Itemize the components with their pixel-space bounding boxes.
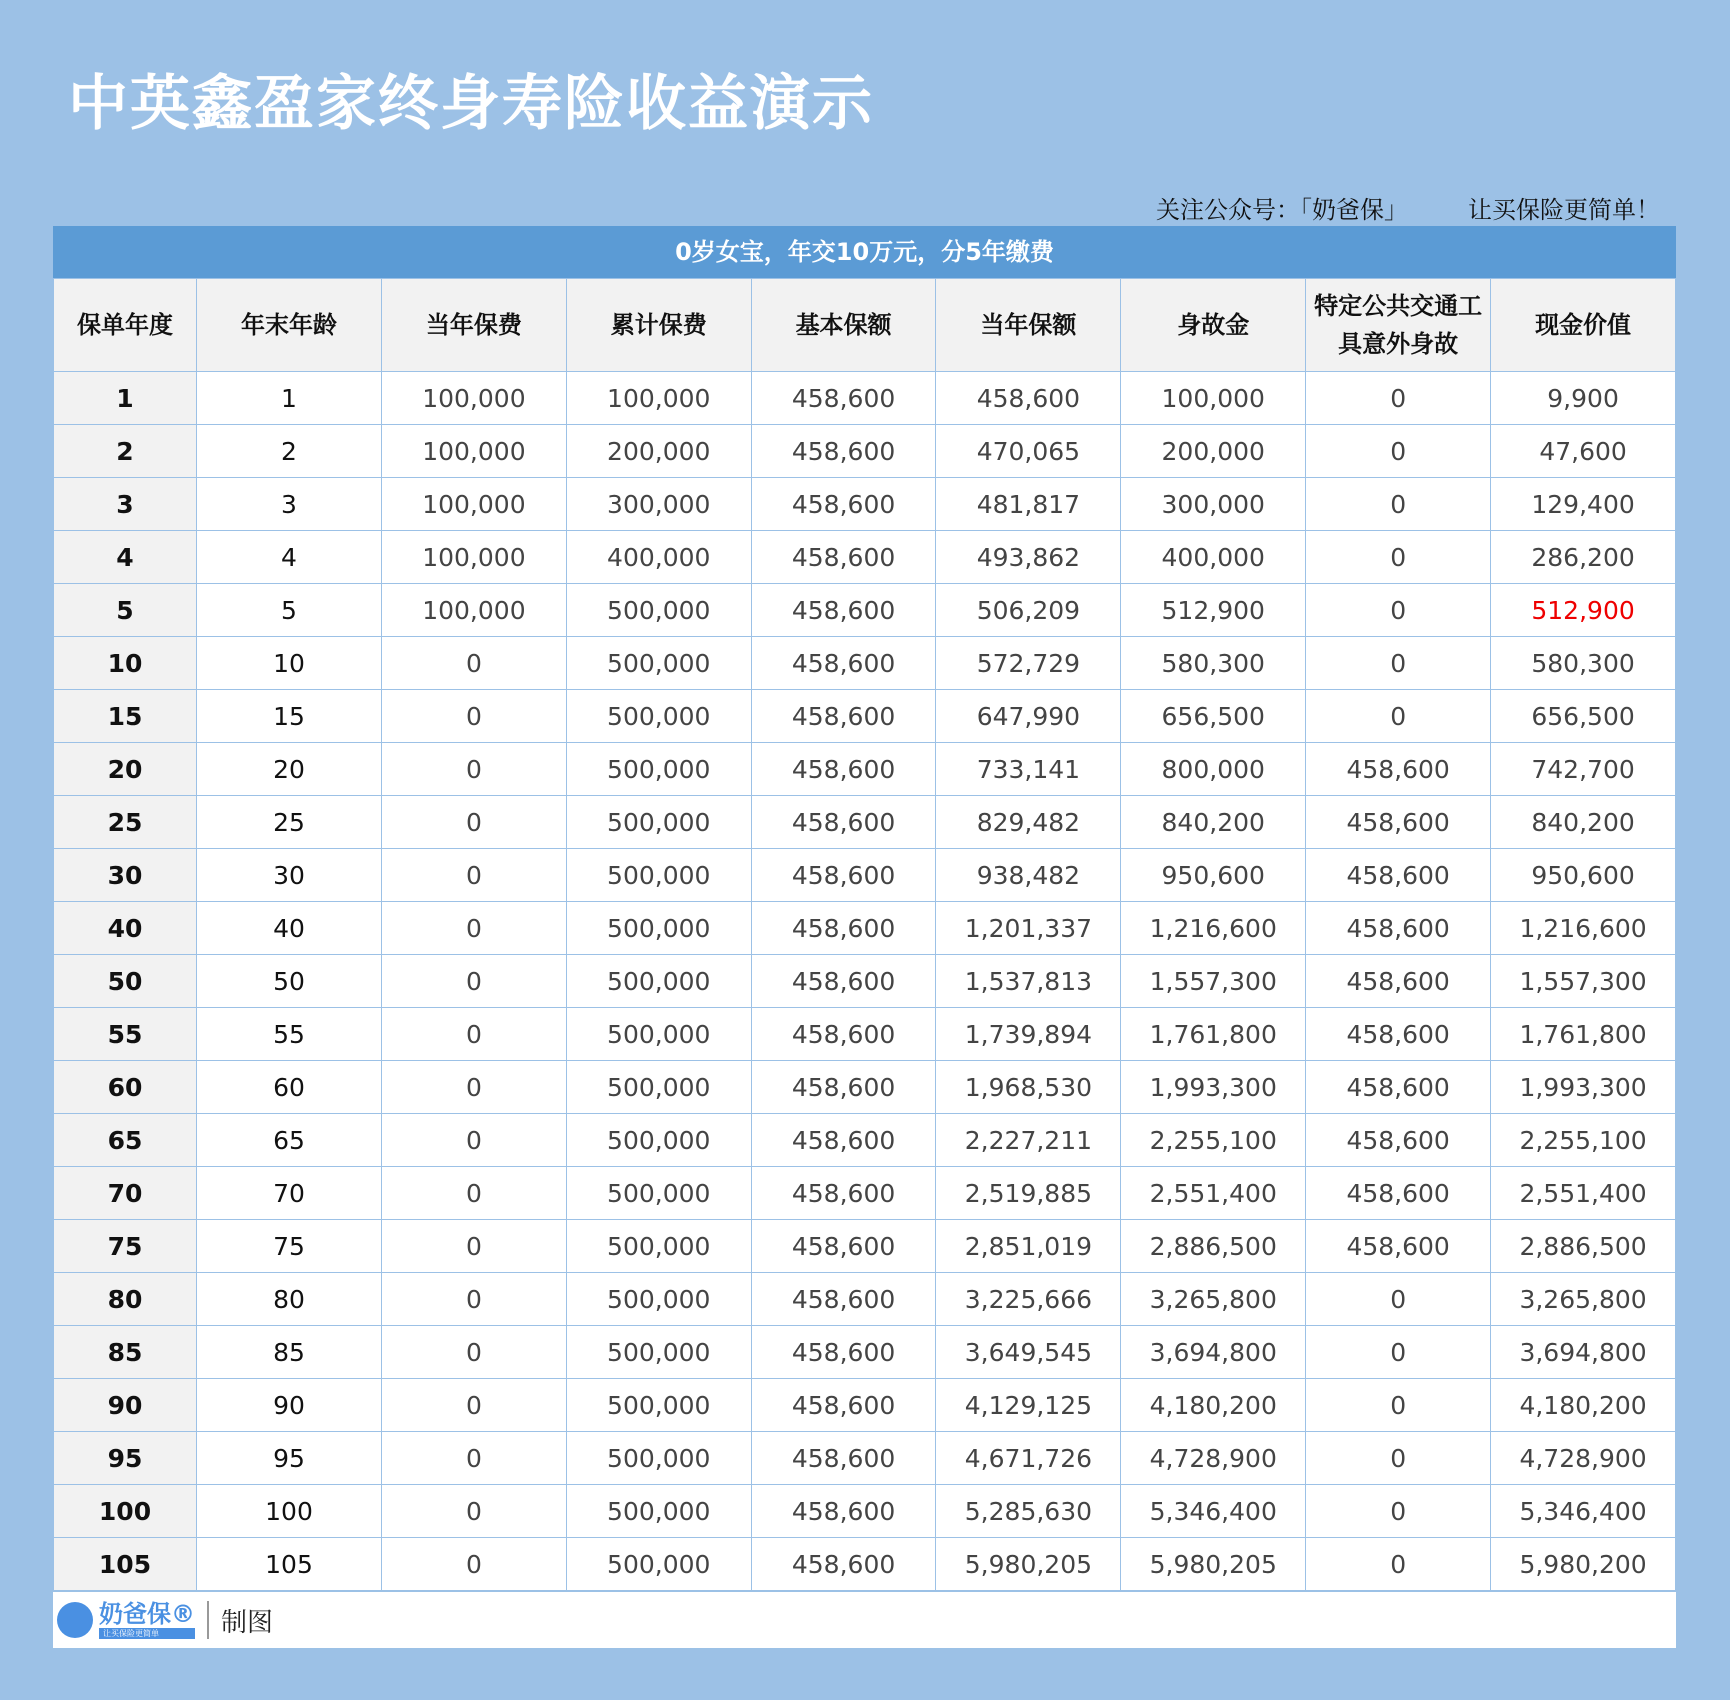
table-cell: 458,600 bbox=[1306, 1114, 1491, 1167]
table-cell: 0 bbox=[382, 1326, 567, 1379]
table-cell: 0 bbox=[1306, 584, 1491, 637]
table-cell: 0 bbox=[382, 1167, 567, 1220]
table-cell: 75 bbox=[197, 1220, 382, 1273]
page-title: 中英鑫盈家终身寿险收益演示 bbox=[68, 69, 874, 139]
table-cell: 1,968,530 bbox=[936, 1061, 1121, 1114]
table-cell: 458,600 bbox=[751, 1008, 936, 1061]
table-cell: 3,265,800 bbox=[1121, 1273, 1306, 1326]
table-cell: 458,600 bbox=[751, 1326, 936, 1379]
table-cell: 458,600 bbox=[751, 637, 936, 690]
table-cell: 500,000 bbox=[566, 1061, 751, 1114]
table-cell: 2 bbox=[54, 425, 197, 478]
table-cell: 75 bbox=[54, 1220, 197, 1273]
table-cell: 55 bbox=[54, 1008, 197, 1061]
follow-slogan: 让买保险更简单！ bbox=[1468, 196, 1660, 224]
table-row bbox=[54, 1273, 1676, 1326]
table-cell: 2,255,100 bbox=[1491, 1114, 1676, 1167]
column-header: 保单年度 bbox=[54, 279, 197, 372]
table-row bbox=[54, 743, 1676, 796]
table-row bbox=[54, 1114, 1676, 1167]
table-cell: 500,000 bbox=[566, 637, 751, 690]
table-cell: 500,000 bbox=[566, 1379, 751, 1432]
table-cell: 458,600 bbox=[751, 849, 936, 902]
table-cell: 2,255,100 bbox=[1121, 1114, 1306, 1167]
table-cell: 2,227,211 bbox=[936, 1114, 1121, 1167]
table-cell: 286,200 bbox=[1491, 531, 1676, 584]
table-cell: 458,600 bbox=[936, 372, 1121, 425]
table-cell: 0 bbox=[1306, 1538, 1491, 1591]
table-row bbox=[54, 902, 1676, 955]
table-cell: 100,000 bbox=[382, 425, 567, 478]
table-cell: 572,729 bbox=[936, 637, 1121, 690]
table-cell: 458,600 bbox=[751, 1114, 936, 1167]
table-cell: 458,600 bbox=[751, 1379, 936, 1432]
footer bbox=[53, 1591, 1676, 1648]
table-cell: 2,551,400 bbox=[1491, 1167, 1676, 1220]
table-cell: 512,900 bbox=[1491, 584, 1676, 637]
table-cell: 500,000 bbox=[566, 1008, 751, 1061]
logo-tagline: 让买保险更简单 bbox=[99, 1628, 195, 1639]
logo-name: 奶爸保® bbox=[99, 1599, 195, 1628]
table-cell: 493,862 bbox=[936, 531, 1121, 584]
table-cell: 1,993,300 bbox=[1121, 1061, 1306, 1114]
table-cell: 458,600 bbox=[751, 1061, 936, 1114]
table-cell: 30 bbox=[54, 849, 197, 902]
table-cell: 950,600 bbox=[1491, 849, 1676, 902]
table-cell: 458,600 bbox=[1306, 743, 1491, 796]
table-cell: 10 bbox=[54, 637, 197, 690]
table-cell: 1,216,600 bbox=[1491, 902, 1676, 955]
table-cell: 458,600 bbox=[751, 1485, 936, 1538]
table-cell: 733,141 bbox=[936, 743, 1121, 796]
table-cell: 400,000 bbox=[566, 531, 751, 584]
table-cell: 458,600 bbox=[1306, 1167, 1491, 1220]
follow-account: 关注公众号：「奶爸保」 bbox=[1156, 196, 1408, 224]
table-cell: 85 bbox=[197, 1326, 382, 1379]
table-row bbox=[54, 1008, 1676, 1061]
table-cell: 15 bbox=[54, 690, 197, 743]
table-row bbox=[54, 584, 1676, 637]
table-cell: 1,216,600 bbox=[1121, 902, 1306, 955]
table-cell: 100,000 bbox=[566, 372, 751, 425]
table-cell: 3 bbox=[54, 478, 197, 531]
table-row bbox=[54, 1379, 1676, 1432]
table-cell: 1,557,300 bbox=[1491, 955, 1676, 1008]
header-row bbox=[54, 279, 1676, 372]
table-cell: 656,500 bbox=[1121, 690, 1306, 743]
table-cell: 458,600 bbox=[751, 1432, 936, 1485]
table-cell: 1,993,300 bbox=[1491, 1061, 1676, 1114]
table-cell: 100,000 bbox=[382, 372, 567, 425]
table-cell: 800,000 bbox=[1121, 743, 1306, 796]
table-cell: 20 bbox=[197, 743, 382, 796]
column-header: 特定公共交通工具意外身故 bbox=[1306, 279, 1491, 372]
table-cell: 0 bbox=[382, 1008, 567, 1061]
table-cell: 100,000 bbox=[382, 584, 567, 637]
table-cell: 25 bbox=[54, 796, 197, 849]
table-cell: 500,000 bbox=[566, 1432, 751, 1485]
table-cell: 200,000 bbox=[1121, 425, 1306, 478]
made-by-label: 制图 bbox=[221, 1607, 274, 1638]
table-cell: 1,739,894 bbox=[936, 1008, 1121, 1061]
table-cell: 4,180,200 bbox=[1491, 1379, 1676, 1432]
table-cell: 1 bbox=[54, 372, 197, 425]
table-cell: 50 bbox=[54, 955, 197, 1008]
table-cell: 580,300 bbox=[1491, 637, 1676, 690]
table-cell: 458,600 bbox=[751, 531, 936, 584]
column-header: 累计保费 bbox=[566, 279, 751, 372]
table-cell: 300,000 bbox=[566, 478, 751, 531]
table-cell: 458,600 bbox=[1306, 1220, 1491, 1273]
table-cell: 40 bbox=[54, 902, 197, 955]
table-cell: 4 bbox=[197, 531, 382, 584]
table-subtitle: 0岁女宝，年交10万元，分5年缴费 bbox=[53, 226, 1676, 278]
table-cell: 65 bbox=[54, 1114, 197, 1167]
table-cell: 3,225,666 bbox=[936, 1273, 1121, 1326]
table-cell: 80 bbox=[197, 1273, 382, 1326]
table-cell: 458,600 bbox=[751, 1273, 936, 1326]
table-cell: 2,851,019 bbox=[936, 1220, 1121, 1273]
table-cell: 950,600 bbox=[1121, 849, 1306, 902]
table-cell: 458,600 bbox=[1306, 1008, 1491, 1061]
table-row bbox=[54, 531, 1676, 584]
divider bbox=[207, 1601, 209, 1639]
table-cell: 580,300 bbox=[1121, 637, 1306, 690]
table-cell: 458,600 bbox=[751, 1538, 936, 1591]
table-cell: 512,900 bbox=[1121, 584, 1306, 637]
table-cell: 400,000 bbox=[1121, 531, 1306, 584]
table-cell: 0 bbox=[382, 1485, 567, 1538]
table-cell: 500,000 bbox=[566, 1485, 751, 1538]
table-cell: 2 bbox=[197, 425, 382, 478]
table-cell: 70 bbox=[54, 1167, 197, 1220]
table-cell: 200,000 bbox=[566, 425, 751, 478]
table-cell: 4,129,125 bbox=[936, 1379, 1121, 1432]
table-cell: 481,817 bbox=[936, 478, 1121, 531]
table-cell: 0 bbox=[1306, 637, 1491, 690]
table-row bbox=[54, 478, 1676, 531]
table-cell: 5,346,400 bbox=[1121, 1485, 1306, 1538]
table-cell: 70 bbox=[197, 1167, 382, 1220]
table-cell: 0 bbox=[382, 690, 567, 743]
table-cell: 458,600 bbox=[751, 372, 936, 425]
table-cell: 458,600 bbox=[751, 743, 936, 796]
table-cell: 500,000 bbox=[566, 955, 751, 1008]
table-cell: 500,000 bbox=[566, 1273, 751, 1326]
table-cell: 2,886,500 bbox=[1491, 1220, 1676, 1273]
table-cell: 500,000 bbox=[566, 1114, 751, 1167]
table-cell: 80 bbox=[54, 1273, 197, 1326]
table-cell: 0 bbox=[1306, 1379, 1491, 1432]
table-cell: 458,600 bbox=[751, 1220, 936, 1273]
table-row bbox=[54, 1326, 1676, 1379]
table-cell: 0 bbox=[382, 1273, 567, 1326]
table-cell: 95 bbox=[54, 1432, 197, 1485]
table-cell: 829,482 bbox=[936, 796, 1121, 849]
table-cell: 4,728,900 bbox=[1121, 1432, 1306, 1485]
table-cell: 470,065 bbox=[936, 425, 1121, 478]
table-cell: 458,600 bbox=[751, 425, 936, 478]
column-header: 当年保额 bbox=[936, 279, 1121, 372]
table-cell: 5,980,205 bbox=[1121, 1538, 1306, 1591]
table-cell: 0 bbox=[1306, 690, 1491, 743]
table-cell: 5 bbox=[197, 584, 382, 637]
table-cell: 458,600 bbox=[1306, 955, 1491, 1008]
table-cell: 458,600 bbox=[751, 902, 936, 955]
table-cell: 3,265,800 bbox=[1491, 1273, 1676, 1326]
table-cell: 4,728,900 bbox=[1491, 1432, 1676, 1485]
table-cell: 0 bbox=[382, 637, 567, 690]
column-header: 现金价值 bbox=[1491, 279, 1676, 372]
column-header: 身故金 bbox=[1121, 279, 1306, 372]
table-cell: 60 bbox=[54, 1061, 197, 1114]
table-cell: 30 bbox=[197, 849, 382, 902]
table-cell: 1,537,813 bbox=[936, 955, 1121, 1008]
table-cell: 10 bbox=[197, 637, 382, 690]
table-cell: 25 bbox=[197, 796, 382, 849]
table-cell: 938,482 bbox=[936, 849, 1121, 902]
table-cell: 129,400 bbox=[1491, 478, 1676, 531]
table-cell: 0 bbox=[382, 796, 567, 849]
table-row bbox=[54, 425, 1676, 478]
table-cell: 0 bbox=[1306, 1326, 1491, 1379]
table-cell: 500,000 bbox=[566, 743, 751, 796]
table-cell: 0 bbox=[1306, 1485, 1491, 1538]
table-cell: 458,600 bbox=[751, 1167, 936, 1220]
table-row bbox=[54, 372, 1676, 425]
table-cell: 3 bbox=[197, 478, 382, 531]
table-row bbox=[54, 1061, 1676, 1114]
table-cell: 105 bbox=[197, 1538, 382, 1591]
table-cell: 0 bbox=[382, 902, 567, 955]
table-cell: 500,000 bbox=[566, 1220, 751, 1273]
table-cell: 0 bbox=[1306, 425, 1491, 478]
table-cell: 5,980,200 bbox=[1491, 1538, 1676, 1591]
table-cell: 20 bbox=[54, 743, 197, 796]
table-cell: 0 bbox=[382, 1061, 567, 1114]
table-cell: 1,201,337 bbox=[936, 902, 1121, 955]
table-cell: 500,000 bbox=[566, 796, 751, 849]
table-row bbox=[54, 955, 1676, 1008]
column-header: 当年保费 bbox=[382, 279, 567, 372]
table-cell: 458,600 bbox=[751, 796, 936, 849]
table-cell: 100 bbox=[197, 1485, 382, 1538]
table-cell: 500,000 bbox=[566, 584, 751, 637]
table-row bbox=[54, 1167, 1676, 1220]
parent-child-icon bbox=[57, 1602, 93, 1638]
table-cell: 100,000 bbox=[382, 531, 567, 584]
brand-logo bbox=[57, 1599, 195, 1639]
column-header: 基本保额 bbox=[751, 279, 936, 372]
table-cell: 506,209 bbox=[936, 584, 1121, 637]
table-cell: 4,180,200 bbox=[1121, 1379, 1306, 1432]
table-cell: 55 bbox=[197, 1008, 382, 1061]
table-cell: 647,990 bbox=[936, 690, 1121, 743]
table-cell: 0 bbox=[1306, 372, 1491, 425]
table-cell: 3,694,800 bbox=[1491, 1326, 1676, 1379]
table-cell: 65 bbox=[197, 1114, 382, 1167]
table-cell: 458,600 bbox=[1306, 796, 1491, 849]
table-cell: 4 bbox=[54, 531, 197, 584]
table-cell: 47,600 bbox=[1491, 425, 1676, 478]
table-cell: 840,200 bbox=[1491, 796, 1676, 849]
column-header: 年末年龄 bbox=[197, 279, 382, 372]
table-cell: 3,649,545 bbox=[936, 1326, 1121, 1379]
table-cell: 0 bbox=[382, 1114, 567, 1167]
table-cell: 1,761,800 bbox=[1491, 1008, 1676, 1061]
table-cell: 2,551,400 bbox=[1121, 1167, 1306, 1220]
table-cell: 5,285,630 bbox=[936, 1485, 1121, 1538]
table-row bbox=[54, 690, 1676, 743]
table-row bbox=[54, 1220, 1676, 1273]
table-cell: 85 bbox=[54, 1326, 197, 1379]
table-cell: 0 bbox=[1306, 478, 1491, 531]
follow-banner bbox=[1156, 190, 1660, 225]
table-cell: 2,519,885 bbox=[936, 1167, 1121, 1220]
table-cell: 458,600 bbox=[1306, 849, 1491, 902]
benefit-table-card bbox=[53, 226, 1676, 1648]
table-cell: 90 bbox=[54, 1379, 197, 1432]
table-row bbox=[54, 849, 1676, 902]
table-cell: 100,000 bbox=[382, 478, 567, 531]
table-row bbox=[54, 1485, 1676, 1538]
table-cell: 0 bbox=[382, 955, 567, 1008]
table-cell: 1,557,300 bbox=[1121, 955, 1306, 1008]
table-cell: 500,000 bbox=[566, 1538, 751, 1591]
table-cell: 500,000 bbox=[566, 902, 751, 955]
table-cell: 840,200 bbox=[1121, 796, 1306, 849]
table-cell: 458,600 bbox=[751, 690, 936, 743]
table-row bbox=[54, 637, 1676, 690]
table-cell: 1,761,800 bbox=[1121, 1008, 1306, 1061]
table-cell: 0 bbox=[1306, 531, 1491, 584]
table-cell: 5,346,400 bbox=[1491, 1485, 1676, 1538]
table-cell: 458,600 bbox=[1306, 902, 1491, 955]
table-cell: 742,700 bbox=[1491, 743, 1676, 796]
table-cell: 3,694,800 bbox=[1121, 1326, 1306, 1379]
table-cell: 500,000 bbox=[566, 1326, 751, 1379]
table-cell: 105 bbox=[54, 1538, 197, 1591]
table-cell: 500,000 bbox=[566, 1167, 751, 1220]
table-cell: 656,500 bbox=[1491, 690, 1676, 743]
table-cell: 0 bbox=[382, 743, 567, 796]
table-cell: 0 bbox=[382, 1432, 567, 1485]
table-cell: 40 bbox=[197, 902, 382, 955]
table-cell: 0 bbox=[382, 849, 567, 902]
table-cell: 100 bbox=[54, 1485, 197, 1538]
table-cell: 50 bbox=[197, 955, 382, 1008]
table-row bbox=[54, 1432, 1676, 1485]
table-cell: 60 bbox=[197, 1061, 382, 1114]
table-cell: 95 bbox=[197, 1432, 382, 1485]
table-cell: 5,980,205 bbox=[936, 1538, 1121, 1591]
table-cell: 2,886,500 bbox=[1121, 1220, 1306, 1273]
table-cell: 100,000 bbox=[1121, 372, 1306, 425]
table-cell: 5 bbox=[54, 584, 197, 637]
table-cell: 458,600 bbox=[751, 478, 936, 531]
table-cell: 15 bbox=[197, 690, 382, 743]
table-cell: 0 bbox=[382, 1538, 567, 1591]
table-cell: 0 bbox=[1306, 1432, 1491, 1485]
table-cell: 0 bbox=[382, 1220, 567, 1273]
benefit-table bbox=[53, 278, 1676, 1591]
table-row bbox=[54, 796, 1676, 849]
table-cell: 1 bbox=[197, 372, 382, 425]
table-cell: 4,671,726 bbox=[936, 1432, 1121, 1485]
table-cell: 458,600 bbox=[751, 955, 936, 1008]
table-cell: 500,000 bbox=[566, 849, 751, 902]
table-cell: 9,900 bbox=[1491, 372, 1676, 425]
table-cell: 0 bbox=[1306, 1273, 1491, 1326]
table-cell: 0 bbox=[382, 1379, 567, 1432]
table-cell: 90 bbox=[197, 1379, 382, 1432]
table-row bbox=[54, 1538, 1676, 1591]
table-cell: 300,000 bbox=[1121, 478, 1306, 531]
table-cell: 458,600 bbox=[1306, 1061, 1491, 1114]
table-cell: 500,000 bbox=[566, 690, 751, 743]
table-cell: 458,600 bbox=[751, 584, 936, 637]
